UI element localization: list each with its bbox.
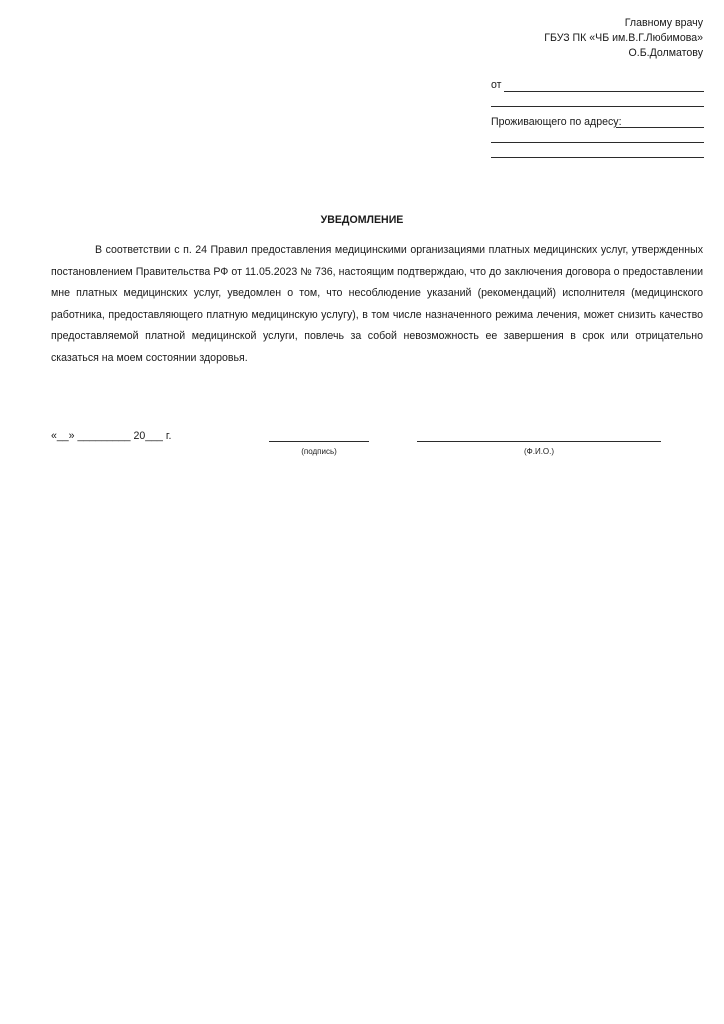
from-continuation-line[interactable]: [491, 92, 704, 107]
addressee-block: [403, 16, 703, 61]
fio-caption: (Ф.И.О.): [523, 447, 555, 456]
signature-line[interactable]: [269, 441, 369, 442]
sender-block: [491, 80, 704, 158]
address-continuation-line-1[interactable]: [491, 128, 704, 143]
document-title: УВЕДОМЛЕНИЕ: [320, 214, 404, 226]
signature-caption: (подпись): [301, 447, 337, 456]
from-field[interactable]: [491, 80, 704, 92]
date-field[interactable]: «__» _________ 20___ г.: [51, 430, 172, 442]
fio-line[interactable]: [417, 441, 661, 442]
addressee-name: О.Б.Долматову: [628, 47, 703, 59]
address-field[interactable]: [491, 111, 704, 128]
from-label: от: [491, 79, 502, 91]
address-label: Проживающего по адресу:: [491, 116, 622, 128]
document-body: В соответствии с п. 24 Правил предоставления медицинскими организациями платных медицинских услуг, утвержденных постановлением Правительства РФ от 11.05.2023 № 736, настоящим подтверждаю, что до заключения договора о предоставлении мне платных медицинских услуг, уведомлен о том, что несоблюдение указаний (рекомендаций) исполнителя (медицинского работника, предоставляющего платную медицинскую услугу), в том числе назначенного режима лечения, может снизить качество предоставляемой платной медицинской услуги, повлечь за собой невозможность ее завершения в срок или отрицательно сказаться на моем состоянии здоровья.: [51, 244, 703, 364]
address-continuation-line-2[interactable]: [491, 143, 704, 158]
addressee-position: Главному врачу: [624, 17, 703, 29]
addressee-organization: ГБУЗ ПК «ЧБ им.В.Г.Любимова»: [544, 32, 703, 44]
